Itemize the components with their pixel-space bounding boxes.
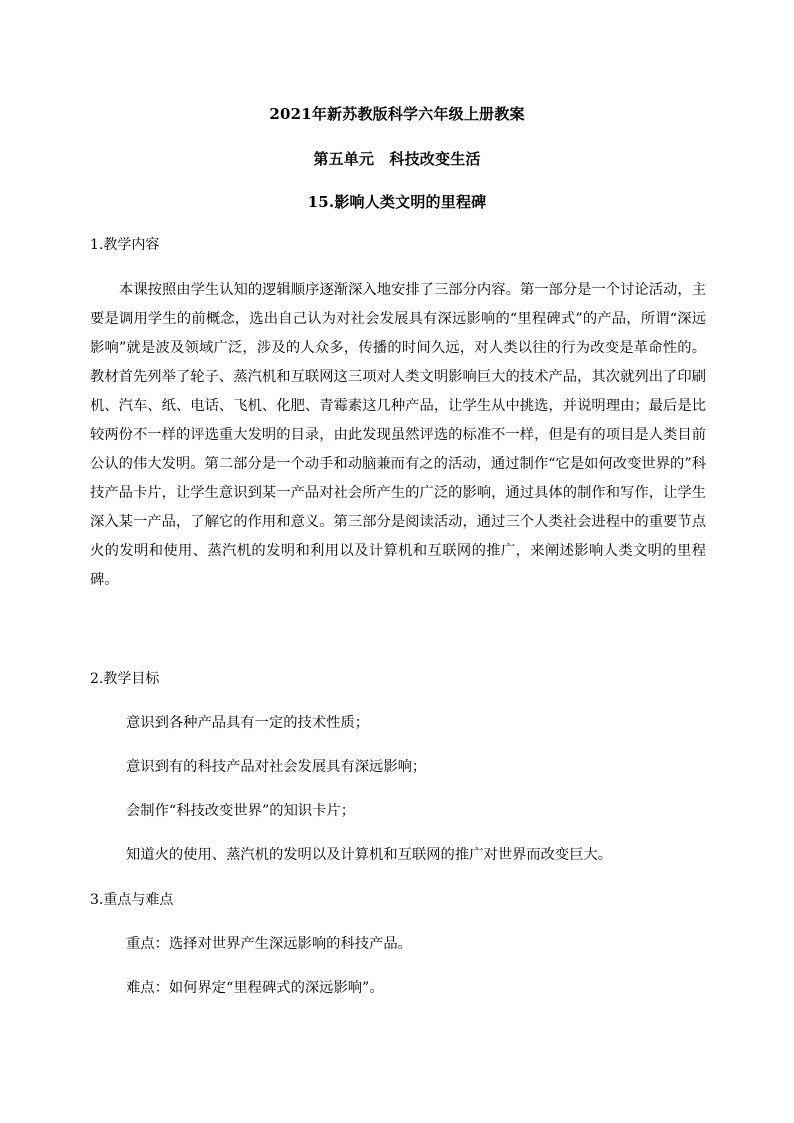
teaching-content-paragraph: 本课按照由学生认知的逻辑顺序逐渐深入地安排了三部分内容。第一部分是一个讨论活动，主要是调用学生的前概念，选出自己认为对社会发展具有深远影响的“里程碑式”的产品，所谓“深远影响”就是波及领域广泛，涉及的人众多，传播的时间久远，对人类以往的行为改变是革命性的。教材首先列举了轮子、蒸汽机和互联网这三项对人类文明影响巨大的技术产品，其次就列出了印刷机、汽车、纸、电话、飞机、化肥、青霉素这几种产品，让学生从中挑选，并说明理由；最后是比较两份不一样的评选重大发明的目录，由此发现虽然评选的标准不一样，但是有的项目是人类目前公认的伟大发明。第二部分是一个动手和动脑兼而有之的活动，通过制作“它是如何改变世界的”科技产品卡片，让学生意识到某一产品对社会所产生的广泛的影响，通过具体的制作和写作，让学生深入某一产品，了解它的作用和意义。第三部分是阅读活动，通过三个人类社会进程中的重要节点火的发明和使用、蒸汽机的发明和利用以及计算机和互联网的推广，来阐述影响人类文明的里程碑。 [90, 282, 706, 588]
goal-item: 意识到有的科技产品对社会发展具有深远影响； [126, 759, 427, 775]
section-heading-key-points: 3.重点与难点 [90, 892, 174, 908]
section-heading-teaching-content: 1.教学内容 [90, 237, 160, 253]
goal-item: 意识到各种产品具有一定的技术性质； [126, 715, 370, 731]
goal-item: 会制作“科技改变世界”的知识卡片； [126, 803, 356, 819]
unit-title: 第五单元 科技改变生活 [313, 150, 481, 168]
document-title: 2021年新苏教版科学六年级上册教案 [269, 105, 525, 123]
goal-item: 知道火的使用、蒸汽机的发明以及计算机和互联网的推广对世界而改变巨大。 [126, 847, 613, 863]
section-heading-teaching-goals: 2.教学目标 [90, 671, 160, 687]
difficulty-item: 难点：如何界定“里程碑式的深远影响”。 [126, 980, 384, 996]
key-point-item: 重点：选择对世界产生深远影响的科技产品。 [126, 936, 412, 952]
lesson-title: 15.影响人类文明的里程碑 [307, 193, 487, 211]
